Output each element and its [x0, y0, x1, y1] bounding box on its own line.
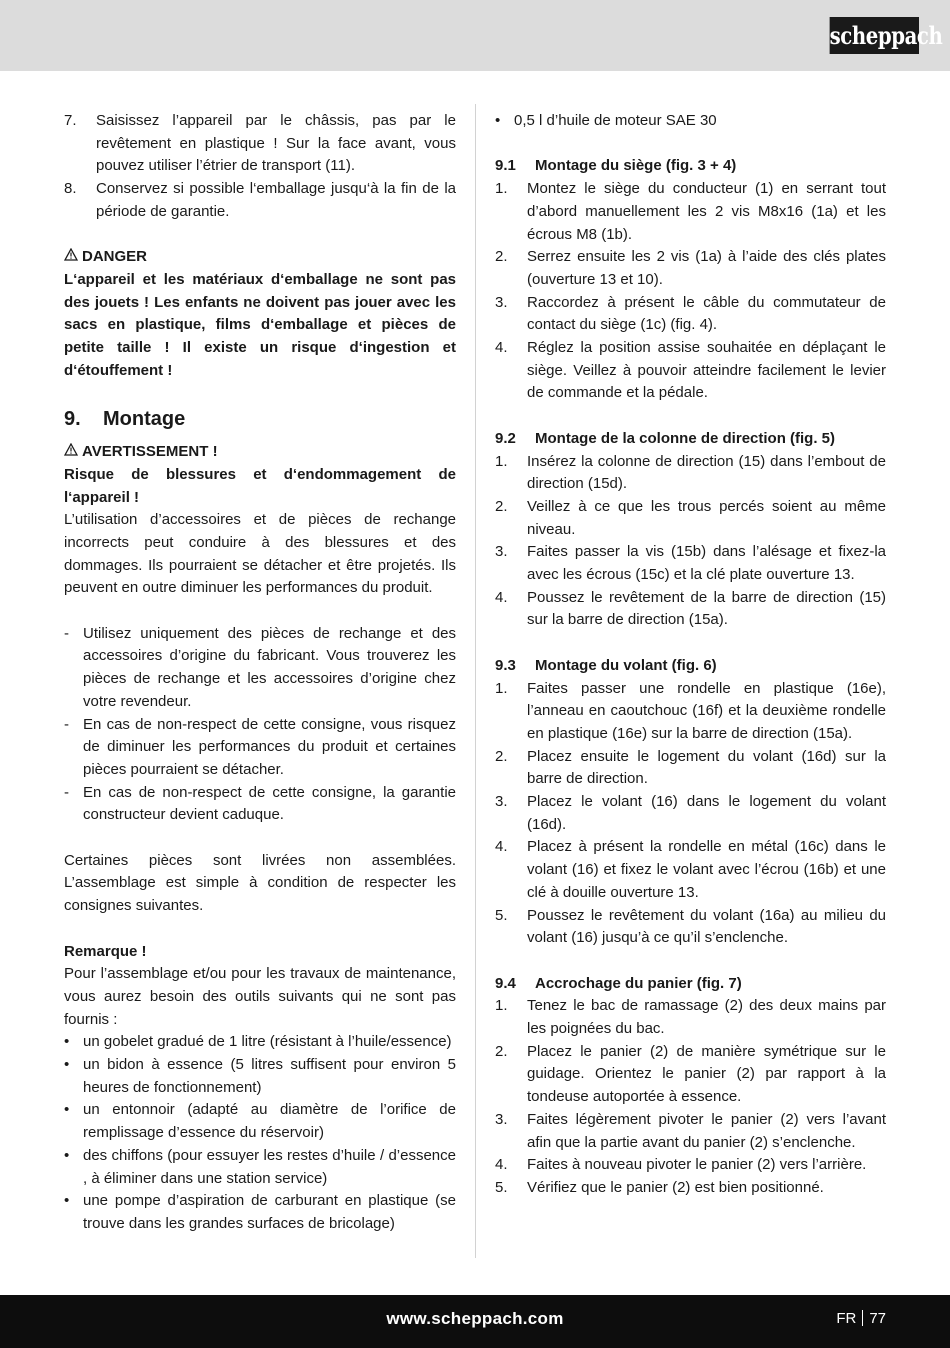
list-item: • un entonnoir (adapté au diamètre de l’orifice de remplissage d’essence du réservoir): [64, 1101, 456, 1142]
subsection-heading: 9.3 Montage du volant (fig. 6): [495, 656, 717, 674]
danger-text: L‘appareil et les matériaux d‘emballage ne sont pas des jouets ! Les enfants ne doivent pas jouer avec les sacs en plastique, films d‘emballage et pièces de petite taille ! Il existe un risque d‘ingestion et d‘étouffement !: [64, 270, 456, 379]
section-heading: 9. Montage: [64, 408, 186, 431]
header-bar: [0, 0, 950, 71]
list-item: 3. Placez le volant (16) dans le logement du volant (16d).: [495, 793, 886, 833]
list-item: 5. Vérifiez que le panier (2) est bien positionné.: [495, 1178, 824, 1196]
item-text: Saisissez l’appareil par le châssis, pas par le revêtement en plastique ! Sur la face avant, vous pouvez utiliser l’étrier de transport (11).: [96, 112, 456, 175]
list-item: 3. Faites passer la vis (15b) dans l’alésage et fixez-la avec les écrous (15c) et la clé plate ouverture 13.: [495, 543, 886, 584]
scheppach-logo: scheppach: [830, 17, 919, 54]
list-item: 2. Serrez ensuite les 2 vis (1a) à l’aide des clés plates (ouverture 13 et 10).: [495, 248, 886, 288]
footer-bar: [0, 1295, 950, 1348]
page-number: [836, 1310, 886, 1327]
list-item: 4. Poussez le revêtement de la barre de direction (15) sur la barre de direction (15a).: [495, 588, 886, 629]
remark-heading: Remarque !: [64, 942, 147, 960]
item-text: Conservez si possible l‘emballage jusqu‘à la fin de la période de garantie.: [96, 180, 456, 220]
list-item: 1. Tenez le bac de ramassage (2) des deux mains par les poignées du bac.: [495, 997, 886, 1038]
list-item: 4. Réglez la position assise souhaitée en déplaçant le siège. Veillez à pouvoir atteindre facilement le levier de commande et la pédale.: [495, 339, 886, 402]
list-item: 2. Placez ensuite le logement du volant (16d) sur la barre de direction.: [495, 747, 886, 788]
list-item: - En cas de non-respect de cette consigne, la garantie constructeur devient caduque.: [64, 783, 456, 824]
warning-heading: AVERTISSEMENT !: [64, 441, 456, 464]
list-item: 3. Raccordez à présent le câble du commutateur de contact du siège (1c) (fig. 4).: [495, 293, 886, 334]
right-column: [495, 110, 886, 1200]
list-item: • une pompe d’aspiration de carburant en plastique (se trouve dans les grandes surfaces de bricolage): [64, 1192, 456, 1232]
subsection-heading: 9.4 Accrochage du panier (fig. 7): [495, 974, 742, 992]
list-item: - En cas de non-respect de cette consigne, vous risquez de diminuer les performances du produit et certaines pièces pourraient se détacher.: [64, 715, 456, 778]
list-item: 1. Montez le siège du conducteur (1) en serrant tout d’abord manuellement les 2 vis M8x16 (1a) et les écrous M8 (1b).: [495, 180, 886, 243]
list-item: • un bidon à essence (5 litres suffisent pour environ 5 heures de fonctionnement): [64, 1056, 456, 1096]
list-item: 2. Placez le panier (2) de manière symétrique sur le guidage. Orientez le panier (2) par rapport à la tondeuse autoportée à essence.: [495, 1042, 886, 1106]
remark-text: Pour l’assemblage et/ou pour les travaux de maintenance, vous aurez besoin des outils suivants qui ne sont pas fournis :: [64, 965, 456, 1028]
list-item: 1. Faites passer une rondelle en plastique (16e), l’anneau en caoutchouc (16f) et la deuxième rondelle en plastique (16e) sur la barre de direction (15a).: [495, 679, 886, 742]
danger-heading: DANGER: [64, 246, 456, 269]
list-item: • un gobelet gradué de 1 litre (résistant à l’huile/essence): [64, 1033, 452, 1051]
list-item: 1. Insérez la colonne de direction (15) dans l’embout de direction (15d).: [495, 452, 886, 493]
column-divider: [475, 104, 476, 1258]
list-item: 4. Faites à nouveau pivoter le panier (2) vers l’arrière.: [495, 1156, 867, 1174]
language-code: FR: [836, 1310, 857, 1327]
assembly-text: Certaines pièces sont livrées non assemblées. L’assemblage est simple à condition de respecter les consignes suivantes.: [64, 851, 456, 915]
list-item: [64, 178, 456, 223]
left-column: [64, 110, 456, 1236]
subsection-heading: 9.2 Montage de la colonne de direction (fig. 5): [495, 429, 836, 447]
list-item: [64, 110, 456, 178]
item-number: 7.: [64, 112, 77, 129]
list-item: • 0,5 l d’huile de moteur SAE 30: [495, 112, 717, 129]
list-item: 5. Poussez le revêtement du volant (16a) au milieu du volant (16) jusqu’à ce qu’il s’enclenche.: [495, 906, 886, 947]
list-item: 2. Veillez à ce que les trous percés soient au même niveau.: [495, 497, 886, 538]
list-item: 4. Placez à présent la rondelle en métal (16c) dans le volant (16) et fixez le volant avec l’écrou (16b) et une clé à douille ouverture 13.: [495, 838, 886, 901]
list-item: • des chiffons (pour essuyer les restes d’huile / d’essence , à éliminer dans une station service): [64, 1146, 456, 1187]
warning-triangle-icon: [64, 441, 78, 464]
warning-subtitle: Risque de blessures et d‘endommagement de l‘appareil !: [64, 465, 456, 506]
subsection-heading: 9.1 Montage du siège (fig. 3 + 4): [495, 157, 737, 175]
warning-text: L’utilisation d’accessoires et de pièces de rechange incorrects peut conduire à des blessures et des dommages. Ils pourraient se détacher et être projetés. Ils peuvent en outre diminuer les performances du produit.: [64, 511, 456, 597]
page-num: 77: [869, 1310, 886, 1327]
item-number: 8.: [64, 180, 77, 198]
list-item: 3. Faites légèrement pivoter le panier (2) vers l’avant afin que la partie avant du panier (2) s’enclenche.: [495, 1110, 886, 1151]
list-item: - Utilisez uniquement des pièces de rechange et des accessoires d’origine du fabricant. Vous trouverez les pièces de rechange et les accessoires d’origine chez votre revendeur.: [64, 624, 456, 710]
website-link[interactable]: www.scheppach.com: [386, 1309, 564, 1328]
warning-triangle-icon: [64, 246, 78, 269]
